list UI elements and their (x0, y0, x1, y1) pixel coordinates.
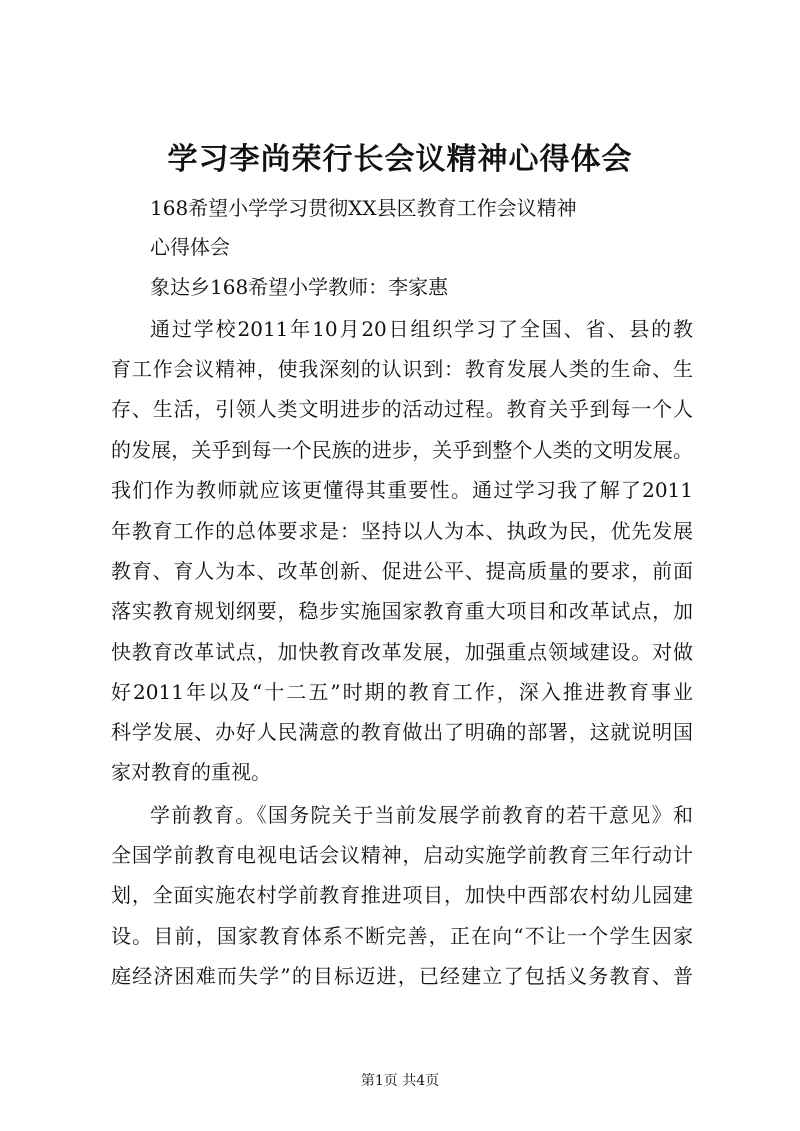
paragraph-2-line: 划，全面实施农村学前教育推进项目，加快中西部农村幼儿园建 (111, 883, 693, 907)
paragraph-1-line: 育工作会议精神，使我深刻的认识到：教育发展人类的生命、生 (111, 357, 693, 381)
paragraph-2-line: 设。目前，国家教育体系不断完善，正在向“不让一个学生因家 (111, 924, 693, 948)
paragraph-1-line: 存、生活，引领人类文明进步的活动过程。教育关乎到每一个人 (111, 397, 693, 421)
paragraph-1-line: 的发展，关乎到每一个民族的进步，关乎到整个人类的文明发展。 (111, 438, 693, 462)
paragraph-1-line: 我们作为教师就应该更懂得其重要性。通过学习我了解了2011 (111, 478, 693, 502)
paragraph-1-line: 快教育改革试点，加快教育改革发展，加强重点领域建设。对做 (111, 640, 693, 664)
paragraph-2-line: 全国学前教育电视电话会议精神，启动实施学前教育三年行动计 (111, 843, 693, 867)
paragraph-1-line: 好2011年以及“十二五”时期的教育工作，深入推进教育事业 (111, 680, 693, 704)
document-title: 学习李尚荣行长会议精神心得体会 (167, 142, 633, 177)
paragraph-2-line: 学前教育。《国务院关于当前发展学前教育的若干意见》和 (150, 803, 693, 827)
paragraph-2-line: 庭经济困难而失学”的目标迈进，已经建立了包括义务教育、普 (111, 964, 693, 988)
subtitle-line-2: 心得体会 (150, 235, 230, 259)
paragraph-1-line: 通过学校2011年10月20日组织学习了全国、省、县的教 (150, 317, 693, 341)
paragraph-1-line: 科学发展、办好人民满意的教育做出了明确的部署，这就说明国 (111, 720, 693, 744)
paragraph-1-line: 年教育工作的总体要求是：坚持以人为本、执政为民，优先发展 (111, 519, 693, 543)
paragraph-1-line: 落实教育规划纲要，稳步实施国家教育重大项目和改革试点，加 (111, 599, 693, 623)
paragraph-1-line: 家对教育的重视。 (111, 760, 271, 784)
paragraph-1-line: 教育、育人为本、改革创新、促进公平、提高质量的要求，前面 (111, 559, 693, 583)
subtitle-line-1: 168希望小学学习贯彻XX县区教育工作会议精神 (150, 196, 577, 220)
author-line: 象达乡168希望小学教师：李家惠 (150, 275, 449, 299)
page-number: 第1页 共4页 (360, 1073, 440, 1089)
